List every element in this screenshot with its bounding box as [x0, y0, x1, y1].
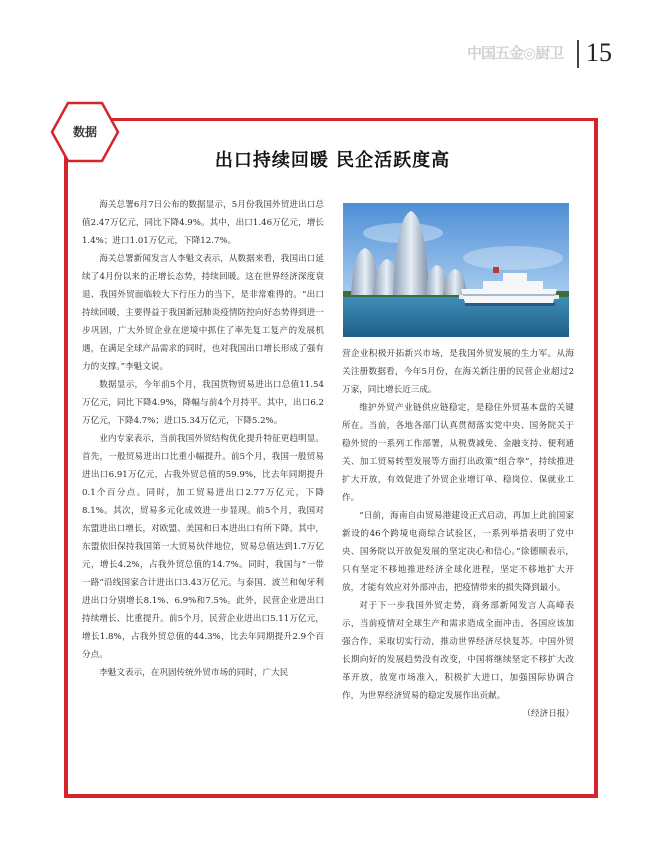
paragraph: 海关总署新闻发言人李魁文表示，从数据来看，我国出口延续了4月份以来的正增长态势，持续回暖。这在世界经济深度衰退、我国外贸面临较大下行压力的当下，是非常难得的。“出口持续回暖，主要得益于我国新冠肺炎疫情防控向好态势得到进一步巩固，广大外贸企业在逆境中抓住了率先复工复产的发展机遇，在满足全球产品需求的同时，也对我国出口增长形成了强有力的支撑。”李魁文说。 [82, 254, 324, 372]
paragraph: 海关总署6月7日公布的数据显示，5月份我国外贸进出口总值2.47万亿元，同比下降4.9%。其中，出口1.46万亿元，增长1.4%；进口1.01万亿元，下降12.7%。 [82, 200, 324, 246]
page-header [0, 0, 649, 95]
paragraph: 业内专家表示，当前我国外贸结构优化提升特征更趋明显。首先，一般贸易进出口比重小幅提升。前5个月，我国一般贸易进出口6.91万亿元，占我外贸总值的59.9%，比去年同期提升0.1个百分点。同时，加工贸易进出口2.77万亿元，下降8.1%。其次，贸易多元化成效进一步显现。前5个月，我国对东盟进出口增长，对欧盟、美国和日本进出口有所下降。其中，东盟依旧保持我国第一大贸易伙伴地位，贸易总值达到1.7万亿元，增长4.2%，占我外贸总值的14.7%。同时，我国与“一带一路”沿线国家合计进出口3.43万亿元。与泰国、波兰和匈牙利进出口分别增长8.1%、6.9%和7.5%。此外，民营企业进出口持续增长、比重提升。前5个月，民营企业进出口5.11万亿元，增长1.8%，占我外贸总值的44.3%，比去年同期提升2.9个百分点。 [82, 434, 324, 660]
paragraph-text: 对于下一步我国外贸走势，商务部新闻发言人高峰表示，当前疫情对全球生产和需求造成全面冲击，各国应该加强合作，采取切实行动，推动世界经济尽快复苏。中国外贸长期向好的发展趋势没有改变，中国将继续坚定不移扩大改革开放，放宽市场准入，积极扩大进口，加强国际协调合作，为世界经济贸易的稳定发展作出贡献。 [342, 601, 574, 701]
paragraph: 维护外贸产业链供应链稳定，是稳住外贸基本盘的关键所在。当前，各地各部门认真贯彻落实党中央、国务院关于稳外贸的一系列工作部署，从税费减免、金融支持、便利通关、加工贸易转型发展等方面打出政策“组合拳”，持续推进扩大开放，有效促进了外贸企业增订单、稳岗位、保就业工作。 [342, 403, 574, 503]
section-label: 数据 [72, 125, 97, 139]
header-divider [577, 40, 579, 68]
magazine-brand: 中国五金◎厨卫 [467, 44, 564, 62]
paragraph [342, 597, 574, 719]
paragraph: 数据显示，今年前5个月，我国货物贸易进出口总值11.54万亿元，同比下降4.9%，降幅与前4个月持平。其中，出口6.2万亿元，下降4.7%；进口5.34万亿元，下降5.2%。 [82, 380, 324, 426]
paragraph: 营企业积极开拓新兴市场，是我国外贸发展的生力军。从海关注册数据看，今年5月份，在海关新注册的民营企业超过2万家，同比增长近三成。 [342, 349, 574, 395]
paragraph: “日前，海南自由贸易港建设正式启动，再加上此前国家新设的46个跨境电商综合试验区，一系列举措表明了党中央、国务院以开放促发展的坚定决心和信心。”徐德顺表示，只有坚定不移地推进经济全球化进程，坚定不移地扩大开放，才能有效应对外部冲击，把疫情带来的损失降到最小。 [342, 511, 574, 593]
article-source: （经济日报） [522, 709, 574, 719]
page-number: 15 [586, 38, 612, 67]
paragraph: 李魁文表示，在巩固传统外贸市场的同时，广大民 [99, 668, 289, 678]
article-column-left [82, 196, 324, 682]
article-title: 出口持续回暖 民企活跃度高 [214, 150, 451, 171]
article-column-right [342, 345, 574, 723]
cruise-ship-photo [343, 203, 569, 337]
